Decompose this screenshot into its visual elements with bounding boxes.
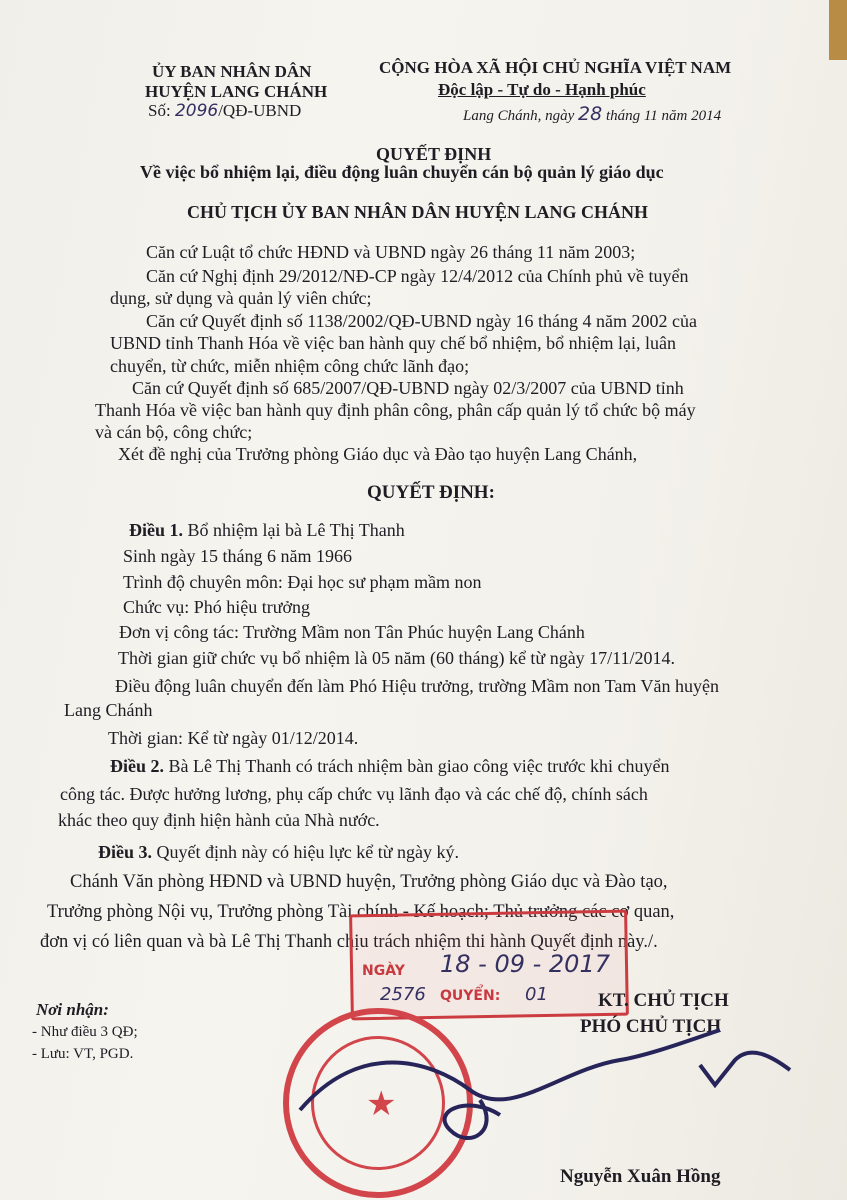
basis-line: chuyển, từ chức, miễn nhiệm công chức lãnh đạo; [110,356,470,376]
date-suffix: tháng 11 năm 2014 [605,108,722,124]
number-handwritten: 2096 [174,101,219,121]
date-prefix: Lang Chánh, ngày [463,108,575,124]
recipient-item: - Như điều 3 QĐ; [32,1024,138,1040]
page-edge-shadow [829,0,847,60]
article-2-line: khác theo quy định hiện hành của Nhà nước. [58,810,380,830]
article-2-text: Bà Lê Thị Thanh có trách nhiệm bàn giao công việc trước khi chuyển [164,756,670,776]
decision-heading: QUYẾT ĐỊNH: [367,482,495,503]
article-2-label: Điều 2. [110,756,164,776]
document-title: QUYẾT ĐỊNH [376,144,492,164]
date-day-handwritten: 28 [578,103,603,125]
basis-line: Căn cứ Quyết định số 685/2007/QĐ-UBND ngày 02/3/2007 của UBND tỉnh [132,378,684,398]
article-1-line: Thời gian giữ chức vụ bổ nhiệm là 05 năm (60 tháng) kể từ ngày 17/11/2014. [118,648,676,668]
recipient-item: - Lưu: VT, PGD. [32,1046,134,1062]
basis-line: Thanh Hóa về việc ban hành quy định phân công, phân cấp quản lý tổ chức bộ máy [95,400,696,420]
issuing-authority: CHỦ TỊCH ỦY BAN NHÂN DÂN HUYỆN LANG CHÁNH [187,202,649,222]
execution-line: Trưởng phòng Nội vụ, Trưởng phòng Tài chính - Kế hoạch; Thủ trưởng các cơ quan, [47,902,675,922]
basis-line: Căn cứ Luật tổ chức HĐND và UBND ngày 26 tháng 11 năm 2003; [146,242,636,262]
basis-line: Căn cứ Nghị định 29/2012/NĐ-CP ngày 12/4/2012 của Chính phủ về tuyển [146,266,689,286]
article-2 [110,756,669,777]
seal-inner-ring [311,1036,445,1170]
basis-line: Xét đề nghị của Trưởng phòng Giáo dục và Đào tạo huyện Lang Chánh, [118,444,638,464]
article-1-line: Đơn vị công tác: Trường Mầm non Tân Phúc huyện Lang Chánh [119,622,585,642]
basis-line: Căn cứ Quyết định số 1138/2002/QĐ-UBND ngày 16 tháng 4 năm 2002 của [146,311,698,331]
signature-flourish [700,1053,790,1085]
issue-date [463,103,721,125]
article-1-line: Chức vụ: Phó hiệu trưởng [123,597,311,617]
official-seal [283,1008,473,1198]
agency-name: ỦY BAN NHÂN DÂN [152,62,312,81]
number-suffix: /QĐ-UBND [218,101,302,120]
article-1 [129,520,405,541]
article-3-text: Quyết định này có hiệu lực kể từ ngày ký. [152,842,459,862]
article-1-line: Lang Chánh [64,700,153,720]
stamp-book-label: QUYỂN: [440,988,501,1004]
execution-line: Chánh Văn phòng HĐND và UBND huyện, Trưởng phòng Giáo dục và Đào tạo, [70,872,668,892]
execution-line: đơn vị có liên quan và bà Lê Thị Thanh chịu trách nhiệm thi hành Quyết định này./. [40,932,658,952]
basis-line: và cán bộ, công chức; [95,422,253,442]
recipients-heading: Nơi nhận: [36,1000,109,1019]
signature-title-2: PHÓ CHỦ TỊCH [580,1016,722,1037]
article-1-label: Điều 1. [129,520,183,540]
seal-star-icon: ★ [366,1086,397,1123]
stamp-date-label: NGÀY [362,963,405,979]
number-prefix: Số: [148,101,171,120]
motto: Độc lập - Tự do - Hạnh phúc [438,80,646,99]
basis-line: dụng, sử dụng và quản lý viên chức; [110,288,372,308]
article-3 [98,842,459,863]
district-name: HUYỆN LANG CHÁNH [145,82,328,101]
article-1-line: Thời gian: Kể từ ngày 01/12/2014. [108,728,359,748]
document-number [148,101,301,121]
stamp-book-handwritten: 01 [525,984,548,1005]
article-2-line: công tác. Được hưởng lương, phụ cấp chức vụ lãnh đạo và các chế độ, chính sách [60,784,648,804]
document-subject: Về việc bổ nhiệm lại, điều động luân chuyển cán bộ quản lý giáo dục [140,162,664,182]
article-1-line: Trình độ chuyên môn: Đại học sư phạm mầm non [123,572,482,592]
stamp-date-handwritten: 18 - 09 - 2017 [440,950,610,978]
article-1-line: Điều động luân chuyển đến làm Phó Hiệu trưởng, trường Mầm non Tam Văn huyện [115,676,720,696]
basis-line: UBND tỉnh Thanh Hóa về việc ban hành quy chế bổ nhiệm, bổ nhiệm lại, luân [110,333,677,353]
signature-title-1: KT. CHỦ TỊCH [598,990,729,1011]
country-name: CỘNG HÒA XÃ HỘI CHỦ NGHĨA VIỆT NAM [379,58,732,77]
signer-name: Nguyễn Xuân Hồng [560,1166,721,1187]
article-1-line: Sinh ngày 15 tháng 6 năm 1966 [123,546,352,566]
stamp-number-handwritten: 2576 [380,984,426,1005]
article-1-text: Bổ nhiệm lại bà Lê Thị Thanh [183,520,405,540]
article-3-label: Điều 3. [98,842,152,862]
